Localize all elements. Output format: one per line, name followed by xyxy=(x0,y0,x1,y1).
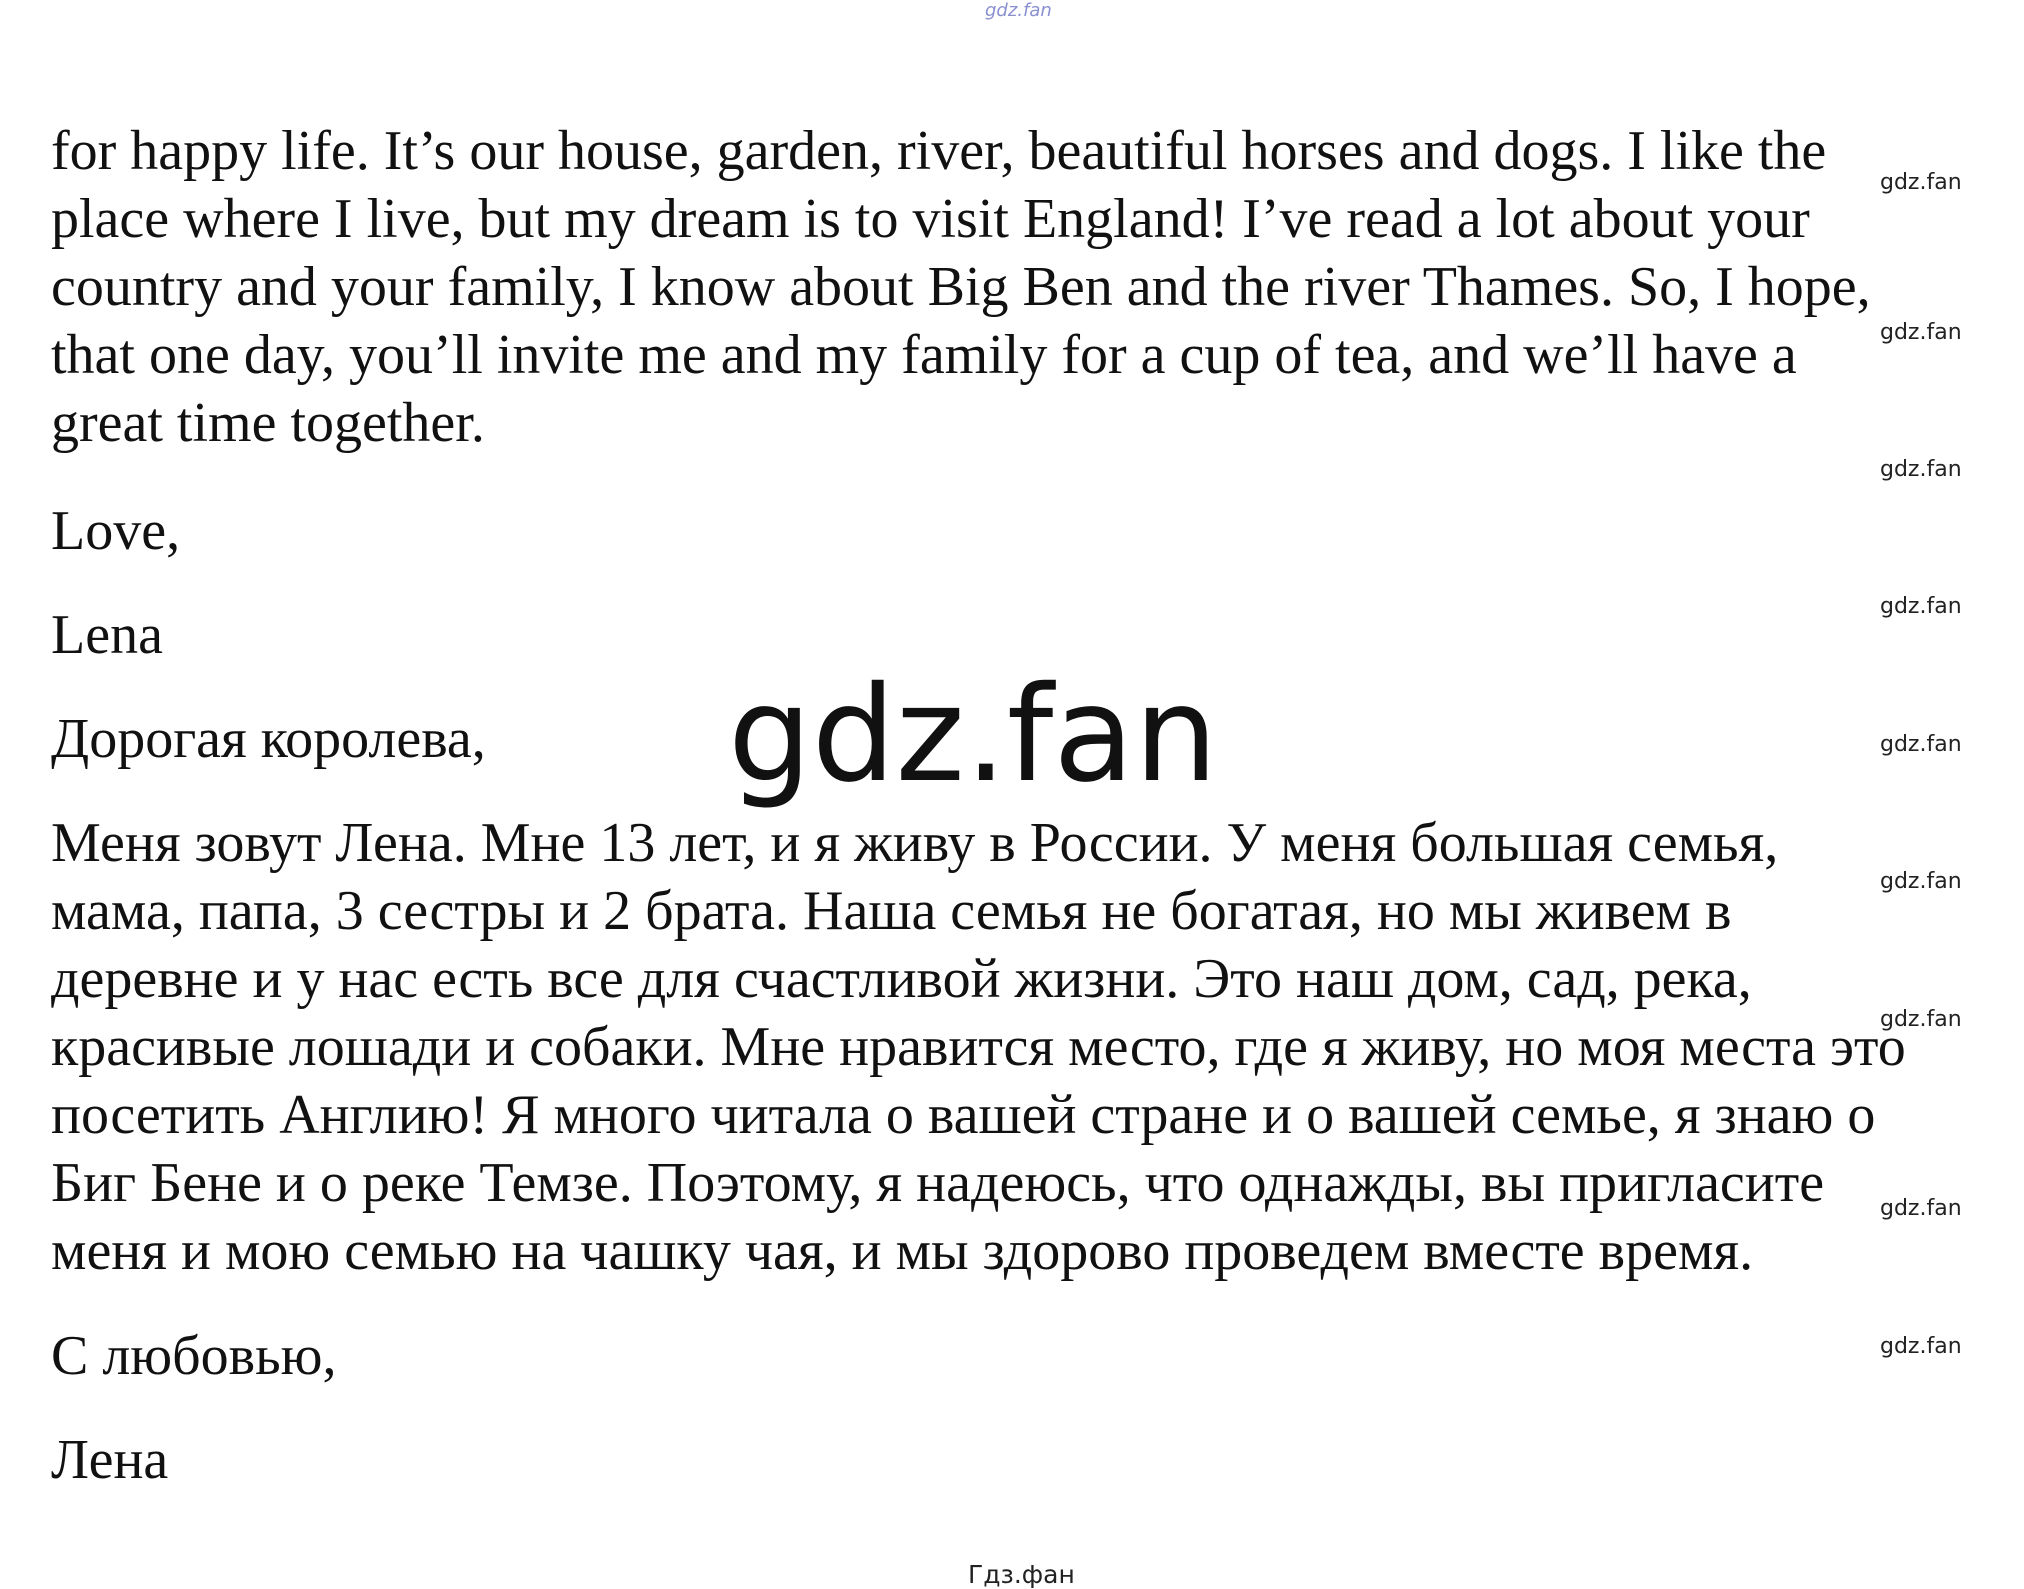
english-closing: Love, xyxy=(51,500,181,562)
english-body-line-3: country and your family, I know about Big Ben and the river Thames. So, I hope, xyxy=(51,256,1871,318)
russian-greeting: Дорогая королева, xyxy=(51,708,486,770)
center-watermark: gdz.fan xyxy=(728,658,1218,812)
english-body-line-2: place where I live, but my dream is to visit England! I’ve read a lot about your xyxy=(51,188,1810,250)
side-watermark: gdz.fan xyxy=(1880,732,1962,757)
english-signature: Lena xyxy=(51,604,163,666)
side-watermark: gdz.fan xyxy=(1880,1196,1962,1221)
russian-closing: С любовью, xyxy=(51,1325,337,1387)
russian-signature: Лена xyxy=(51,1429,169,1491)
russian-body-line-5: посетить Англию! Я много читала о вашей стране и о вашей семье, я знаю о xyxy=(51,1084,1876,1146)
english-body-line-1: for happy life. It’s our house, garden, river, beautiful horses and dogs. I like the xyxy=(51,120,1827,182)
side-watermark: gdz.fan xyxy=(1880,594,1962,619)
russian-body-line-2: мама, папа, 3 сестры и 2 брата. Наша семья не богатая, но мы живем в xyxy=(51,880,1732,942)
bottom-watermark: Гдз.фан xyxy=(968,1560,1075,1589)
side-watermark: gdz.fan xyxy=(1880,320,1962,345)
side-watermark: gdz.fan xyxy=(1880,1007,1962,1032)
top-watermark: gdz.fan xyxy=(985,0,1052,21)
russian-body-line-4: красивые лошади и собаки. Мне нравится место, где я живу, но моя места это xyxy=(51,1016,1906,1078)
side-watermark: gdz.fan xyxy=(1880,869,1962,894)
side-watermark: gdz.fan xyxy=(1880,457,1962,482)
russian-body-line-7: меня и мою семью на чашку чая, и мы здорово проведем вместе время. xyxy=(51,1220,1754,1282)
english-body-line-4: that one day, you’ll invite me and my family for a cup of tea, and we’ll have a xyxy=(51,324,1797,386)
russian-body-line-6: Биг Бене и о реке Темзе. Поэтому, я надеюсь, что однажды, вы пригласите xyxy=(51,1152,1825,1214)
russian-body-line-3: деревне и у нас есть все для счастливой жизни. Это наш дом, сад, река, xyxy=(51,948,1752,1010)
english-body-line-5: great time together. xyxy=(51,392,485,454)
side-watermark: gdz.fan xyxy=(1880,170,1962,195)
side-watermark: gdz.fan xyxy=(1880,1334,1962,1359)
russian-body-line-1: Меня зовут Лена. Мне 13 лет, и я живу в России. У меня большая семья, xyxy=(51,812,1779,874)
